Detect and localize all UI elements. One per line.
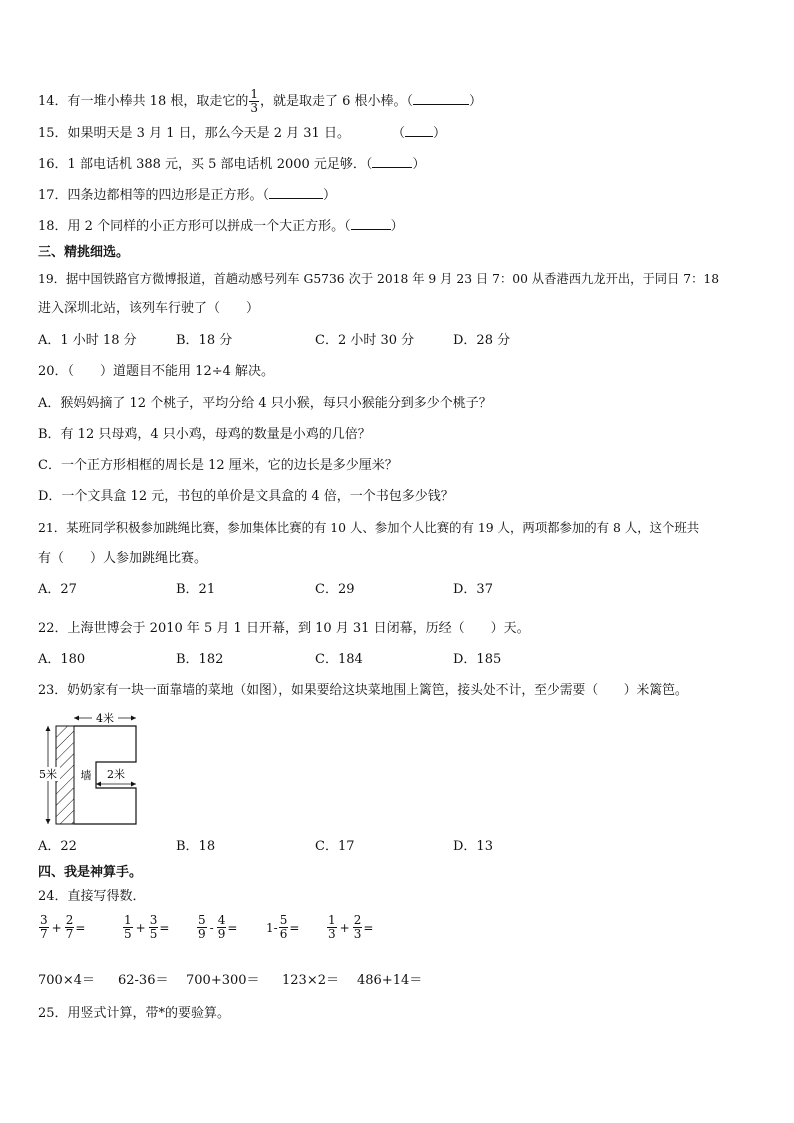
q20-option-b[interactable]: B．有 12 只母鸡，4 只小鸡，母鸡的数量是小鸡的几倍？ [38, 427, 371, 442]
q25-stem: 25．用竖式计算，带*的要验算。 [38, 1006, 231, 1021]
calc-1: 700×4＝ [38, 973, 95, 988]
fraction-expression-1: $\frac{3}{7}$ + $\frac{2}{7}$ = [40, 913, 86, 941]
fraction-one-third: $\frac{1}{3}$ [250, 87, 258, 115]
fraction-expressions-row [38, 914, 458, 958]
q21-option-a[interactable]: A．27 [38, 582, 77, 597]
q23-option-b[interactable]: B．18 [176, 839, 216, 854]
garden-wall-diagram [36, 712, 146, 828]
q23-option-d[interactable]: D．13 [453, 839, 493, 854]
top-label: 4米 [96, 712, 114, 725]
notch-label: 2米 [107, 768, 125, 781]
calc-2: 62-36＝ [118, 973, 169, 988]
q20-stem: 20．（ ）道题目不能用 12÷4 解决。 [38, 364, 275, 379]
q19-line-2: 进入深圳北站，该列车行驶了（ ） [38, 301, 260, 316]
answer-blank-16[interactable] [372, 155, 412, 168]
q19-option-c[interactable]: C．2 小时 30 分 [315, 333, 415, 348]
q21-line-1: 21．某班同学积极参加跳绳比赛，参加集体比赛的有 10 人、参加个人比赛的有 19 人，两项都参加的有 8 人，这个班共 [38, 520, 700, 535]
arrow-right-icon [131, 716, 136, 721]
question-18: 18．用 2 个同样的小正方形可以拼成一个大正方形。（ ） [38, 219, 404, 234]
q19-option-b[interactable]: B．18 分 [176, 333, 233, 348]
q23-option-a[interactable]: A．22 [38, 839, 77, 854]
q21-option-b[interactable]: B．21 [176, 582, 216, 597]
q22-stem: 22．上海世博会于 2010 年 5 月 1 日开幕，到 10 月 31 日闭幕，历经（ ）天。 [38, 621, 530, 636]
section-3-heading: 三、精挑细选。 [38, 245, 130, 260]
calc-3: 700+300＝ [186, 973, 260, 988]
fraction-expression-3: $\frac{5}{9}$ - $\frac{4}{9}$ = [198, 913, 238, 941]
answer-blank-14[interactable] [413, 92, 469, 105]
question-16: 16．1 部电话机 388 元，买 5 部电话机 2000 元足够．（ ） [38, 157, 426, 172]
q17-text: 17．四条边都相等的四边形是正方形。（ [38, 188, 270, 203]
arrow-up-icon [46, 726, 51, 731]
calc-5: 486+14＝ [357, 973, 423, 988]
arrow-down-icon [46, 819, 51, 824]
q19-option-a[interactable]: A．1 小时 18 分 [38, 333, 137, 348]
q23-stem: 23．奶奶家有一块一面靠墙的菜地（如图），如果要给这块菜地围上篱笆，接头处不计，至少需要（ ）米篱笆。 [38, 683, 688, 698]
q21-option-d[interactable]: D．37 [453, 582, 493, 597]
q18-text: 18．用 2 个同样的小正方形可以拼成一个大正方形。（ [38, 219, 351, 234]
q14-text-post: ，就是取走了 6 根小棒。（ [260, 94, 414, 109]
question-14: 14．有一堆小棒共 18 根，取走它的 $\frac{1}{3}$ ，就是取走了 6 根小棒。（ ） [38, 87, 483, 115]
q21-option-c[interactable]: C．29 [315, 582, 355, 597]
arrow-left-icon [74, 716, 79, 721]
answer-blank-18[interactable] [351, 217, 391, 230]
q22-option-b[interactable]: B．182 [176, 652, 224, 667]
answer-blank-15[interactable] [405, 124, 433, 137]
q22-option-a[interactable]: A．180 [38, 652, 86, 667]
q22-option-d[interactable]: D．185 [453, 652, 502, 667]
q19-line-1: 19．据中国铁路官方微博报道，首趟动感号列车 G5736 次于 2018 年 9 月 23 日 7：00 从香港西九龙开出，于同日 7：18 [38, 272, 720, 286]
q20-option-c[interactable]: C．一个正方形相框的周长是 12 厘米，它的边长是多少厘米？ [38, 458, 398, 473]
q16-text: 16．1 部电话机 388 元，买 5 部电话机 2000 元足够．（ [38, 157, 373, 172]
wall-label: 墙 [80, 769, 92, 782]
q24-stem: 24．直接写得数． [38, 889, 146, 904]
fraction-expression-4: 1- $\frac{5}{6}$ = [266, 913, 300, 941]
calc-4: 123×2＝ [282, 973, 339, 988]
fraction-expression-2: $\frac{1}{5}$ + $\frac{3}{5}$ = [124, 913, 170, 941]
q22-option-c[interactable]: C．184 [315, 652, 363, 667]
section-4-heading: 四、我是神算手。 [38, 865, 143, 880]
left-label: 5米 [39, 768, 57, 781]
q20-option-d[interactable]: D．一个文具盒 12 元，书包的单价是文具盒的 4 倍，一个书包多少钱？ [38, 489, 454, 504]
answer-blank-17[interactable] [269, 186, 323, 199]
q14-text-pre: 14．有一堆小棒共 18 根，取走它的 [38, 94, 249, 109]
arrow-right-icon [131, 782, 136, 787]
question-17: 17．四条边都相等的四边形是正方形。（ ） [38, 188, 337, 203]
q20-option-a[interactable]: A．猴妈妈摘了 12 个桃子，平均分给 4 只小猴，每只小猴能分到多少个桃子？ [38, 396, 492, 411]
q19-option-d[interactable]: D．28 分 [453, 333, 511, 348]
arrow-left-icon [96, 782, 101, 787]
q15-text: 15．如果明天是 3 月 1 日，那么今天是 2 月 31 日。 [38, 126, 350, 141]
fraction-expression-5: $\frac{1}{3}$ + $\frac{2}{3}$ = [328, 913, 374, 941]
question-15: 15．如果明天是 3 月 1 日，那么今天是 2 月 31 日。 （ ） [38, 126, 446, 141]
q21-line-2: 有（ ）人参加跳绳比赛。 [38, 551, 208, 566]
q23-option-c[interactable]: C．17 [315, 839, 355, 854]
